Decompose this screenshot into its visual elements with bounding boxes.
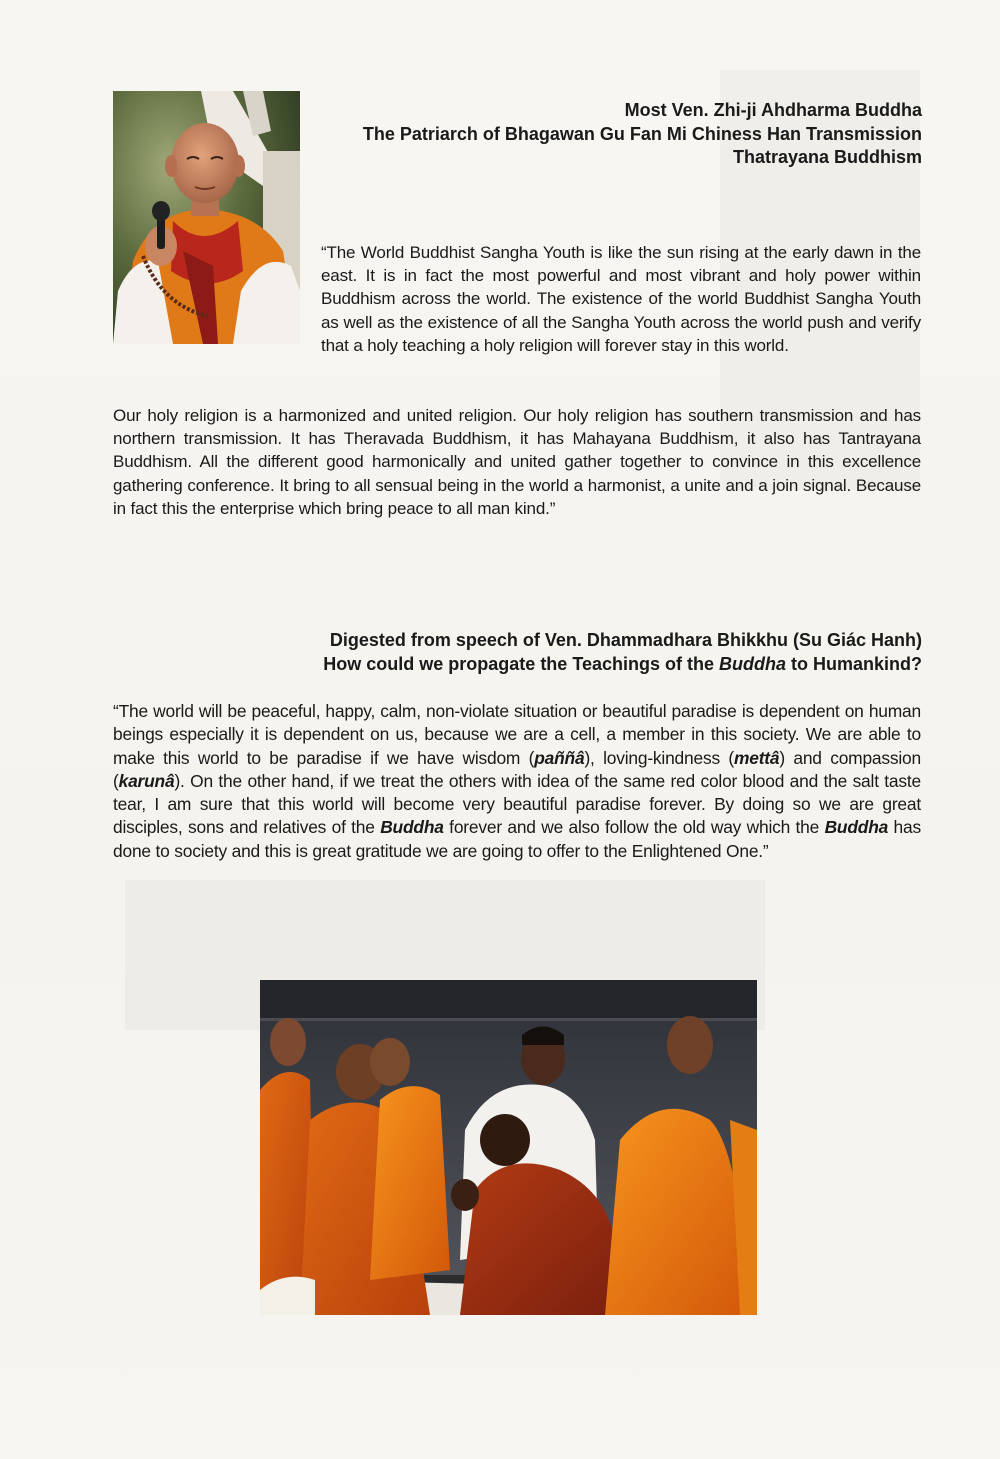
portrait-photo-patriarch xyxy=(113,91,300,344)
speech-text-5: forever and we also follow the old way which the xyxy=(443,817,825,838)
speaker-tradition: Thatrayana Buddhism xyxy=(732,147,922,167)
speaker-title-block xyxy=(302,99,922,170)
speech-text-2: ), loving-kindness ( xyxy=(584,747,734,768)
quote-paragraph: “The World Buddhist Sangha Youth is like the sun rising at the early dawn in the east. It is in fact the most powerful and most vibrant and holy power within Buddhism across the world. The existence of the world Buddhist Sangha Youth as well as the existence of all the Sangha Youth across the world push and verify that a holy teaching a holy religion will forever stay in this world. xyxy=(321,243,921,355)
term-panna: paññâ xyxy=(534,747,585,768)
group-photo-illustration xyxy=(260,980,757,1315)
speech-title-buddha: Buddha xyxy=(719,654,786,674)
speech-title-pre: How could we propagate the Teachings of the xyxy=(323,654,719,674)
speech-text-6: has done to society and this is great gratitude we are going to offer to the Enlightened One.” xyxy=(113,817,921,861)
speech-paragraph xyxy=(113,700,921,863)
monks-greeting-photo xyxy=(260,980,757,1315)
speech-title-block xyxy=(202,628,922,676)
body-paragraph-holy-religion: Our holy religion is a harmonized and united religion. Our holy religion has southern transmission and has northern transmission. It has Theravada Buddhism, it has Mahayana Buddhism, it also has Tantrayana Buddhism. All the different good harmonically and united gather together to convince in this excellence gathering conference. It bring to all sensual being in the world a harmonist, a unite and a join signal. Because in fact this the enterprise which bring peace to all man kind.” xyxy=(113,406,921,518)
speaker-role: The Patriarch of Bhagawan Gu Fan Mi Chiness Han Transmission xyxy=(362,123,922,144)
speaker-name: Most Ven. Zhi-ji Ahdharma Buddha xyxy=(624,100,922,120)
term-metta: mettâ xyxy=(733,747,780,768)
speech-text-3: ) and compassion ( xyxy=(113,747,921,791)
speech-text-4: ). On the other hand, if we treat the others with idea of the same red color blood and the salt taste tear, I am sure that this world will become very beautiful paradise forever. By doing so we are great disciples, sons and relatives of the xyxy=(113,770,921,838)
term-karuna: karunâ xyxy=(118,770,175,791)
speech-source: Digested from speech of Ven. Dhammadhara Bhikkhu (Su Giác Hanh) xyxy=(329,630,922,650)
speech-title xyxy=(202,652,922,676)
speech-title-post: to Humankind? xyxy=(786,654,922,674)
portrait-illustration xyxy=(113,91,300,344)
term-buddha-2: Buddha xyxy=(824,817,889,838)
speech-text-1: “The world will be peaceful, happy, calm, non-violate situation or beautiful paradise is dependent on human beings especially it is dependent on us, because we are a cell, a member in this society. We are able to make this world to be paradise if we have wisdom ( xyxy=(113,701,921,768)
term-buddha-1: Buddha xyxy=(380,817,444,838)
